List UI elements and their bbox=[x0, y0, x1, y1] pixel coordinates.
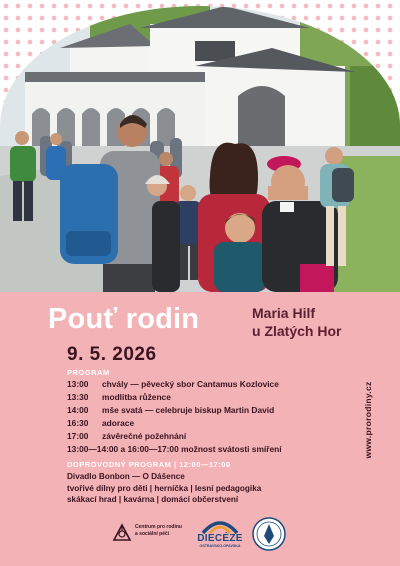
side-program-line: tvořivé dílny pro děti | herníčka | lesní pedagogika bbox=[67, 483, 262, 493]
schedule-row bbox=[67, 430, 317, 443]
side-program-line: skákací hrad | kavárna | domácí občerstvení bbox=[67, 495, 239, 504]
schedule-text: modlitba růžence bbox=[102, 392, 171, 402]
schedule-row bbox=[67, 404, 317, 417]
schedule-time: 16:30 bbox=[67, 418, 89, 428]
program-heading: PROGRAM bbox=[67, 368, 110, 377]
confession-times: 13:00—14:00 a 16:00—17:00 možnost svátosti smíření bbox=[67, 444, 282, 454]
side-program-heading: DOPROVODNÝ PROGRAM | 12:00—17:00 bbox=[67, 460, 231, 469]
schedule-text: mše svatá — celebruje biskup Martin David bbox=[102, 405, 275, 415]
dieceze-logo bbox=[197, 516, 243, 552]
schedule-time: 13:30 bbox=[67, 392, 89, 402]
centrum-line-1: Centrum pro rodinu bbox=[135, 524, 182, 530]
seal-logo-icon bbox=[252, 514, 286, 554]
program-schedule bbox=[67, 378, 317, 456]
schedule-extra-row bbox=[67, 443, 317, 456]
schedule-row bbox=[67, 391, 317, 404]
event-subtitle bbox=[252, 304, 372, 340]
schedule-text: závěrečné požehnání bbox=[102, 431, 187, 441]
dieceze-name: DIECÉZE bbox=[197, 533, 243, 544]
schedule-text: adorace bbox=[102, 418, 135, 428]
schedule-row bbox=[67, 378, 317, 391]
schedule-row bbox=[67, 417, 317, 430]
side-program bbox=[67, 471, 307, 506]
event-photo bbox=[0, 6, 400, 292]
centrum-logo-text bbox=[135, 524, 190, 537]
website-link[interactable]: www.prorodiny.cz bbox=[363, 381, 373, 459]
dieceze-sub: OSTRAVSKO-OPAVSKÁ bbox=[199, 544, 241, 548]
schedule-time: 17:00 bbox=[67, 431, 89, 441]
schedule-text: chvály — pěvecký sbor Cantamus Kozlovice bbox=[102, 379, 279, 389]
centrum-mark-icon bbox=[112, 523, 132, 543]
schedule-time: 14:00 bbox=[67, 405, 89, 415]
schedule-time: 13:00 bbox=[67, 379, 89, 389]
subtitle-line-2: u Zlatých Hor bbox=[252, 323, 342, 339]
dieceze-arc-icon bbox=[197, 516, 243, 534]
photo-illustration bbox=[0, 6, 400, 292]
side-program-line: Divadlo Bonbon — O Dášence bbox=[67, 472, 185, 481]
centrum-logo bbox=[112, 522, 187, 544]
event-title: Pouť rodin bbox=[48, 303, 200, 335]
event-date: 9. 5. 2026 bbox=[67, 344, 157, 365]
subtitle-line-1: Maria Hilf bbox=[252, 305, 316, 321]
centrum-line-2: a sociální péči bbox=[135, 530, 170, 537]
sponsor-logos bbox=[112, 512, 292, 556]
website-vertical bbox=[360, 378, 376, 462]
